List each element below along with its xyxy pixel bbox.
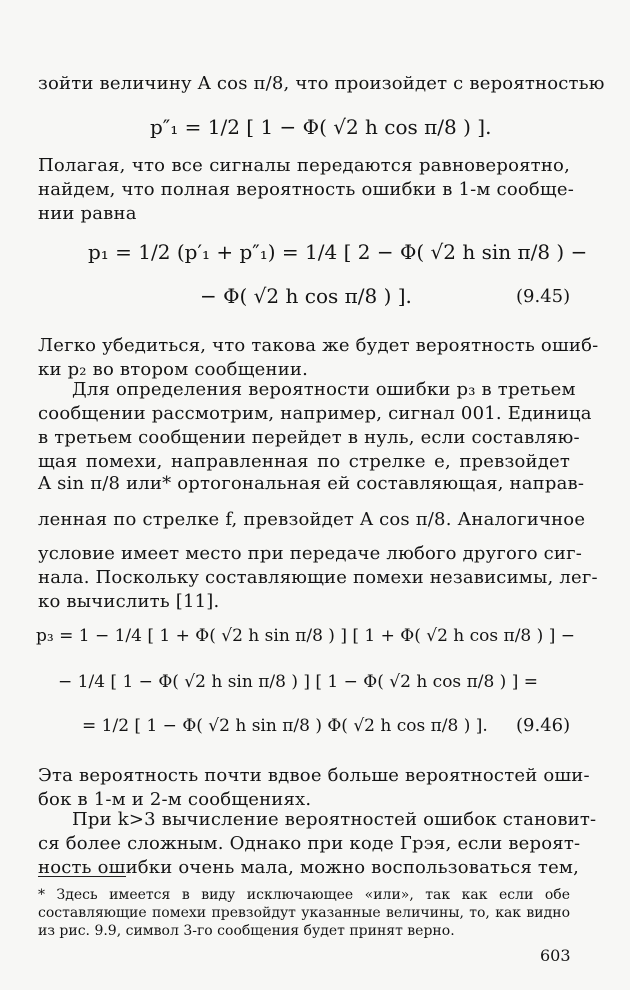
footnote-line: составляющие помехи превзойдут указанные величины, то, как видно [38,905,570,921]
text-line: найдем, что полная вероятность ошибки в 1-м сообще- [38,179,574,200]
equation-number: (9.46) [516,715,571,736]
text-line: ленная по стрелке f, превзойдет A cos π/8. Аналогичное [38,509,586,530]
text-line: нала. Поскольку составляющие помехи независимы, лег- [38,567,598,588]
equation-number: (9.45) [516,286,571,307]
text-line: ность ошибки очень мала, можно воспользоваться тем, [38,857,580,878]
text-line: в третьем сообщении перейдет в нуль, если составляю- [38,427,580,448]
text-line: ко вычислить [11]. [38,591,220,612]
equation-9-45-line-2: − Φ( √2 h cos π/8 ) ]. [200,284,412,308]
footnote-divider [38,876,126,877]
text-line: ся более сложным. Однако при коде Грэя, если вероят- [38,833,581,854]
page-number: 603 [540,946,571,965]
footnote-line: * Здесь имеется в виду исключающее «или», так как если обе [38,887,570,903]
text-line: щая помехи, направленная по стрелке e, превзойдет [38,451,570,472]
text-line: зойти величину A cos π/8, что произойдет с вероятностью [38,73,605,94]
equation-p-double-prime: p″₁ = 1/2 [ 1 − Φ( √2 h cos π/8 ) ]. [150,115,492,139]
footnote-line: из рис. 9.9, символ 3-го сообщения будет принят верно. [38,923,455,939]
text-line: нии равна [38,203,137,224]
text-line: ки p₂ во втором сообщении. [38,359,309,380]
text-line: A sin π/8 или* ортогональная ей составляющая, направ- [38,473,585,494]
text-line: Эта вероятность почти вдвое больше вероятностей оши- [38,765,590,786]
equation-9-46-line-2: − 1/4 [ 1 − Φ( √2 h sin π/8 ) ] [ 1 − Φ( √2 h cos π/8 ) ] = [58,672,539,692]
text-line: сообщении рассмотрим, например, сигнал 001. Единица [38,403,592,424]
text-line: Полагая, что все сигналы передаются равновероятно, [38,155,570,176]
text-line: При k>3 вычисление вероятностей ошибок становит- [72,809,597,830]
equation-9-46-line-1: p₃ = 1 − 1/4 [ 1 + Φ( √2 h sin π/8 ) ] [ 1 + Φ( √2 h cos π/8 ) ] − [36,626,575,646]
equation-9-46-line-3: = 1/2 [ 1 − Φ( √2 h sin π/8 ) Φ( √2 h cos π/8 ) ]. [82,716,488,736]
text-line: Для определения вероятности ошибки p₃ в третьем [72,379,576,400]
text-line: бок в 1-м и 2-м сообщениях. [38,789,312,810]
text-line: условие имеет место при передаче любого другого сиг- [38,543,583,564]
text-line: Легко убедиться, что такова же будет вероятность ошиб- [38,335,599,356]
equation-9-45-line-1: p₁ = 1/2 (p′₁ + p″₁) = 1/4 [ 2 − Φ( √2 h sin π/8 ) − [88,240,588,264]
